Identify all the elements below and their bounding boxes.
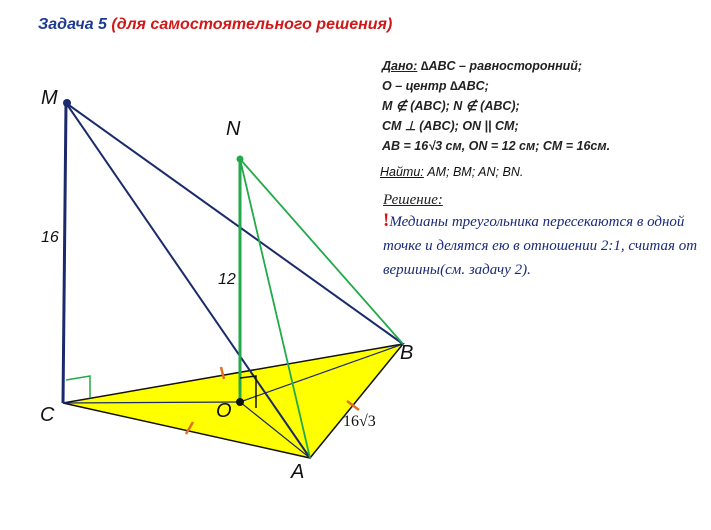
task-number: Задача 5 xyxy=(38,16,112,33)
given-line-4: CM ⊥ (ABC); ON || CM; xyxy=(382,119,519,133)
find-block xyxy=(380,165,523,179)
right-angle-mark-c xyxy=(66,376,90,398)
given-heading: Дано: xyxy=(382,59,418,73)
label-cm-length: 16 xyxy=(41,229,59,246)
label-o: O xyxy=(216,400,232,422)
find-text: AM; BM; AN; BN. xyxy=(423,165,524,179)
label-m: M xyxy=(41,87,58,109)
label-n: N xyxy=(226,118,241,140)
point-n xyxy=(237,156,244,163)
solution-heading: Решение: xyxy=(383,192,443,208)
task-note: (для самостоятельного решения) xyxy=(111,16,393,33)
point-o xyxy=(236,398,244,406)
base-triangle-abc xyxy=(63,344,403,458)
find-heading: Найти: xyxy=(380,165,424,179)
given-block xyxy=(382,56,610,156)
point-m xyxy=(63,99,71,107)
given-line-2: O – центр ∆ABC; xyxy=(382,79,489,93)
label-side-length: 16√3 xyxy=(343,413,376,430)
given-line-5: AB = 16√3 см, ON = 12 см; CM = 16см. xyxy=(382,139,611,153)
label-a: A xyxy=(291,461,305,483)
given-line-3: M ∉ (ABC); N ∉ (ABC); xyxy=(382,99,520,113)
segment-cm xyxy=(63,103,66,403)
given-line-1: ∆ABC – равносторонний; xyxy=(417,59,583,73)
solution-text: Медианы треугольника пересекаются в одной точке и делятся ею в отношении 2:1, считая от вершины(см. задачу 2). xyxy=(383,214,698,278)
solution-block xyxy=(383,192,703,282)
label-on-length: 12 xyxy=(218,271,236,288)
label-b: B xyxy=(400,342,414,364)
segment-nb xyxy=(240,159,403,344)
label-c: C xyxy=(40,404,55,426)
exclamation-mark: ! xyxy=(383,210,390,231)
